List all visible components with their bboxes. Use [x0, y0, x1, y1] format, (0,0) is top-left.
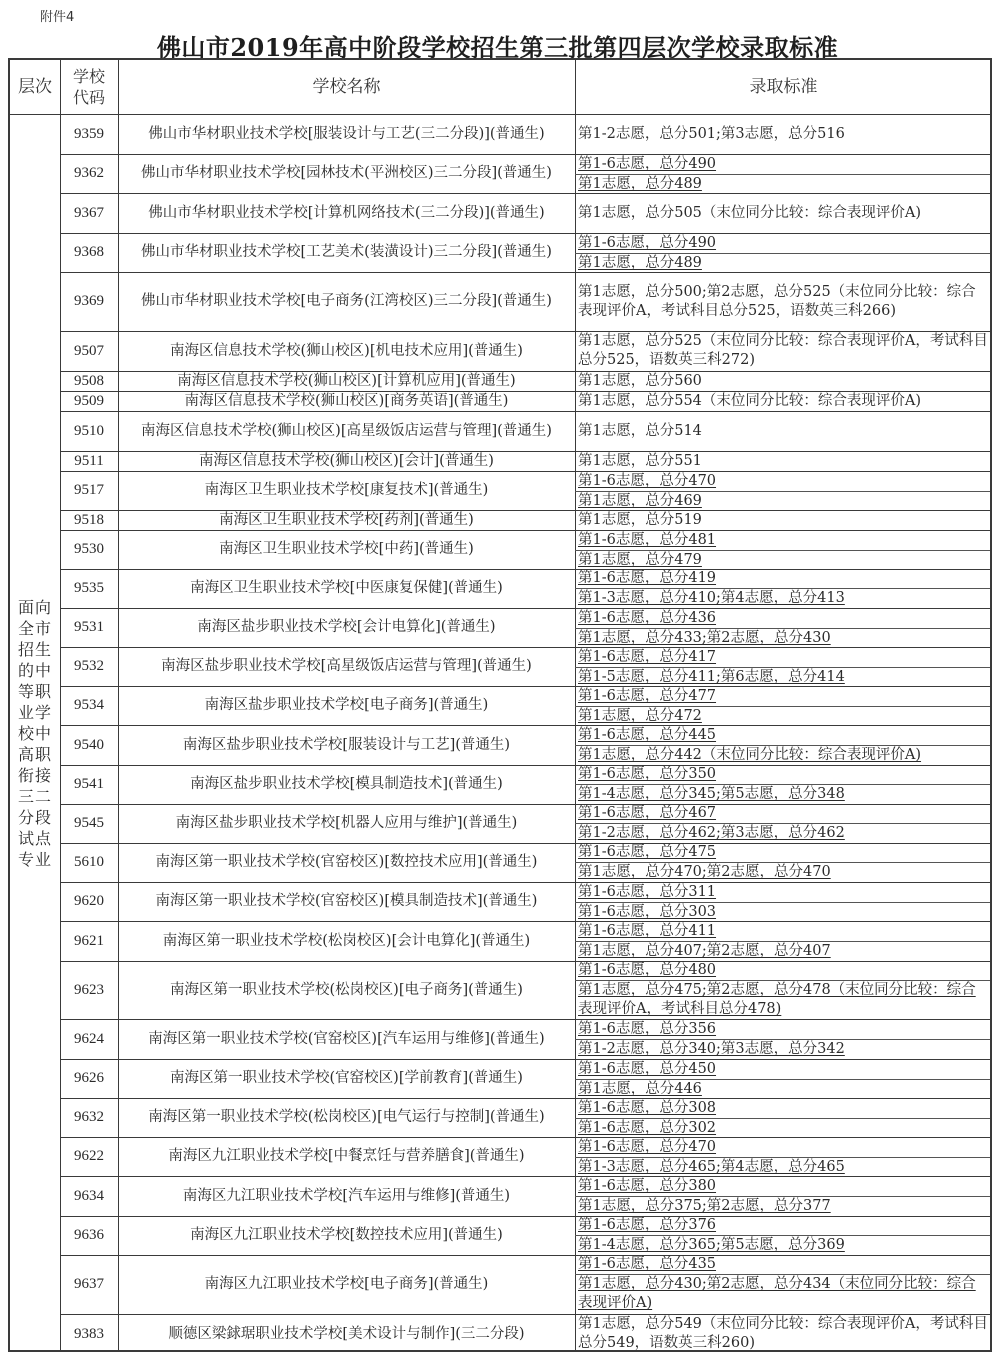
- school-name: 南海区九江职业技术学校[中餐烹饪与营养膳食](普通生): [168, 1148, 525, 1164]
- school-code: 9531: [74, 619, 104, 635]
- school-name: 南海区九江职业技术学校[汽车运用与维修](普通生): [182, 1187, 511, 1204]
- admission-standard: 第1-6志愿，总分450: [578, 1060, 717, 1077]
- school-code: 9624: [74, 1030, 104, 1047]
- school-code: 9530: [74, 541, 104, 557]
- school-name: 南海区卫生职业技术学校[药剂](普通生): [219, 511, 474, 528]
- school-code: 9368: [74, 244, 104, 260]
- admission-standard: 第1-6志愿，总分490: [578, 155, 717, 172]
- school-name: 佛山市华材职业技术学校[服装设计与工艺(三二分段)](普通生): [148, 125, 545, 142]
- school-code: 9622: [74, 1148, 104, 1164]
- sub-row-divider: [575, 1235, 990, 1236]
- admission-standard: 第1志愿，总分489: [578, 255, 702, 271]
- school-name: 南海区信息技术学校(狮山校区)[商务英语](普通生): [184, 392, 509, 409]
- admission-standard: 第1-3志愿，总分410;第4志愿，总分413: [578, 590, 845, 606]
- admission-standard: 第1-6志愿，总分302: [578, 1120, 717, 1136]
- school-name: 南海区第一职业技术学校(松岗校区)[电气运行与控制](普通生): [148, 1109, 545, 1125]
- admission-standard: 第1-6志愿，总分417: [578, 648, 717, 665]
- sub-row-divider: [575, 980, 990, 981]
- school-name: 南海区盐步职业技术学校[服装设计与工艺](普通生): [182, 736, 511, 753]
- school-name: 佛山市华材职业技术学校[工艺美术(装潢设计)三二分段](普通生): [141, 244, 552, 260]
- school-code: 9511: [74, 452, 104, 469]
- admission-standard: 第1志愿，总分500;第2志愿，总分525（末位同分比较：综合表现评价A，考试科目总分525，语数英三科266): [578, 283, 976, 319]
- school-code: 9623: [74, 981, 104, 998]
- school-code: 9540: [74, 736, 104, 753]
- admission-standard: 第1-6志愿，总分467: [578, 805, 717, 821]
- admission-standard: 第1志愿，总分433;第2志愿，总分430: [578, 630, 831, 646]
- school-name: 南海区卫生职业技术学校[中药](普通生): [219, 541, 474, 557]
- school-code: 9507: [74, 342, 104, 359]
- school-code: 9621: [74, 932, 104, 949]
- sub-row-divider: [575, 1274, 990, 1275]
- admission-standard: 第1志愿，总分442（末位同分比较：综合表现评价A): [578, 747, 922, 763]
- school-name: 南海区第一职业技术学校(官窑校区)[模具制造技术](普通生): [155, 893, 538, 909]
- school-name: 南海区信息技术学校(狮山校区)[计算机应用](普通生): [177, 372, 516, 389]
- admission-standard: 第1志愿，总分519: [578, 511, 702, 528]
- admission-standard: 第1-6志愿，总分475: [578, 844, 717, 860]
- school-name: 南海区第一职业技术学校(官窑校区)[汽车运用与维修](普通生): [148, 1030, 545, 1047]
- admission-standard: 第1-6志愿，总分303: [578, 904, 717, 920]
- admission-standard: 第1-2志愿，总分501;第3志愿，总分516: [578, 125, 845, 142]
- admission-standard: 第1-2志愿，总分462;第3志愿，总分462: [578, 825, 845, 841]
- admission-standard: 第1-6志愿，总分356: [578, 1020, 717, 1037]
- school-code: 5610: [74, 854, 104, 870]
- school-code: 9632: [74, 1109, 104, 1125]
- header-code: 学校代码: [72, 67, 105, 107]
- sub-row-divider: [575, 588, 990, 589]
- school-name: 南海区九江职业技术学校[数控技术应用](普通生): [190, 1227, 503, 1243]
- school-name: 南海区信息技术学校(狮山校区)[高星级饭店运营与管理](普通生): [141, 422, 552, 439]
- school-code: 9369: [74, 293, 104, 309]
- admission-standard: 第1-6志愿，总分480: [578, 962, 717, 978]
- school-code: 9383: [74, 1325, 104, 1342]
- sub-row-divider: [575, 784, 990, 785]
- school-name: 南海区第一职业技术学校(官窑校区)[学前教育](普通生): [170, 1070, 523, 1086]
- admission-standard: 第1志愿，总分375;第2志愿，总分377: [578, 1198, 831, 1214]
- admission-standard: 第1志愿，总分430;第2志愿，总分434（末位同分比较：综合表现评价A): [578, 1276, 976, 1311]
- admission-standard: 第1-6志愿，总分490: [578, 234, 717, 251]
- level-cell: [10, 114, 60, 1352]
- school-name: 佛山市华材职业技术学校[计算机网络技术(三二分段)](普通生): [148, 204, 545, 221]
- admission-standard: 第1志愿，总分551: [578, 452, 702, 469]
- sub-row-divider: [575, 1039, 990, 1040]
- level-text: 面向全市招生的中等职业学校中高职衔接三二分段试点专业: [17, 597, 52, 869]
- school-name: 南海区盐步职业技术学校[电子商务](普通生): [204, 697, 489, 713]
- admission-standard: 第1-6志愿，总分419: [578, 570, 717, 586]
- admission-standard: 第1志愿，总分525（末位同分比较：综合表现评价A，考试科目总分525，语数英三科272): [578, 333, 988, 368]
- school-code: 9634: [74, 1187, 104, 1204]
- admission-standard: 第1志愿，总分472: [578, 708, 702, 724]
- admission-standard: 第1志愿，总分554（末位同分比较：综合表现评价A): [578, 392, 922, 409]
- page-title: 佛山市2019年高中阶段学校招生第三批第四层次学校录取标准: [156, 33, 839, 62]
- admission-standard: 第1志愿，总分489: [578, 176, 702, 192]
- school-code: 9534: [74, 697, 104, 713]
- sub-row-divider: [575, 862, 990, 863]
- sub-row-divider: [575, 902, 990, 903]
- school-code: 9637: [74, 1276, 104, 1292]
- admission-standard: 第1志愿，总分549（末位同分比较：综合表现评价A，考试科目总分549，语数英三科260): [578, 1316, 988, 1351]
- school-name: 南海区卫生职业技术学校[康复技术](普通生): [204, 482, 489, 498]
- school-code: 9362: [74, 165, 104, 181]
- school-code: 9518: [74, 511, 104, 528]
- school-name: 南海区信息技术学校(狮山校区)[会计](普通生): [199, 452, 494, 469]
- school-name: 南海区第一职业技术学校(官窑校区)[数控技术应用](普通生): [155, 854, 538, 870]
- admission-standard: 第1志愿，总分469: [578, 493, 702, 509]
- school-name: 南海区第一职业技术学校(松岗校区)[会计电算化](普通生): [162, 932, 531, 949]
- sub-row-divider: [575, 667, 990, 668]
- admission-standard: 第1志愿，总分514: [578, 422, 702, 439]
- admission-standard: 第1-6志愿，总分376: [578, 1217, 717, 1233]
- admission-standard: 第1-6志愿，总分411: [578, 922, 717, 939]
- school-name: 南海区信息技术学校(狮山校区)[机电技术应用](普通生): [170, 342, 523, 359]
- school-code: 9545: [74, 815, 104, 831]
- admission-standard: 第1-4志愿，总分345;第5志愿，总分348: [578, 786, 845, 802]
- admission-standard: 第1-5志愿，总分411;第6志愿，总分414: [578, 669, 845, 685]
- sub-row-divider: [575, 1079, 990, 1080]
- admission-standard: 第1志愿，总分475;第2志愿，总分478（末位同分比较：综合表现评价A，考试科目总分478): [578, 982, 976, 1017]
- sub-row-divider: [575, 823, 990, 824]
- school-code: 9359: [74, 125, 104, 142]
- school-name: 佛山市华材职业技术学校[园林技术(平洲校区)三二分段](普通生): [141, 165, 552, 181]
- school-code: 9508: [74, 372, 104, 389]
- school-code: 9510: [74, 422, 104, 439]
- admission-standard: 第1-4志愿，总分365;第5志愿，总分369: [578, 1237, 845, 1253]
- admission-standard: 第1志愿，总分407;第2志愿，总分407: [578, 943, 831, 959]
- admission-standard: 第1-6志愿，总分380: [578, 1177, 717, 1194]
- admission-standard: 第1-2志愿，总分340;第3志愿，总分342: [578, 1041, 845, 1057]
- school-name: 南海区盐步职业技术学校[会计电算化](普通生): [197, 619, 496, 635]
- school-name: 南海区第一职业技术学校(松岗校区)[电子商务](普通生): [170, 981, 523, 998]
- admission-standard: 第1-6志愿，总分481: [578, 531, 717, 548]
- admission-standard: 第1-6志愿，总分470: [578, 1138, 717, 1155]
- admission-standard: 第1-6志愿，总分311: [578, 883, 717, 900]
- school-name: 南海区盐步职业技术学校[机器人应用与维护](普通生): [175, 815, 518, 831]
- school-code: 9626: [74, 1070, 104, 1086]
- school-code: 9509: [74, 392, 104, 409]
- admission-standard: 第1志愿，总分479: [578, 552, 702, 568]
- school-code: 9620: [74, 893, 104, 909]
- header-standard: 录取标准: [749, 76, 818, 97]
- sub-row-divider: [575, 174, 990, 175]
- header-level: 层次: [18, 76, 52, 97]
- school-name: 南海区盐步职业技术学校[高星级饭店运营与管理](普通生): [161, 658, 532, 674]
- school-name: 佛山市华材职业技术学校[电子商务(江湾校区)三二分段](普通生): [141, 293, 552, 309]
- school-code: 9367: [74, 204, 104, 221]
- admission-standard: 第1志愿，总分560: [578, 372, 702, 389]
- sub-row-divider: [575, 1118, 990, 1119]
- attachment-label: 附件4: [40, 10, 75, 25]
- sub-row-divider: [575, 1196, 990, 1197]
- admission-standard: 第1-6志愿，总分350: [578, 766, 717, 782]
- school-code: 9517: [74, 482, 104, 498]
- admission-standard: 第1志愿，总分505（末位同分比较：综合表现评价A): [578, 204, 922, 221]
- sub-row-divider: [575, 1157, 990, 1158]
- admission-standard: 第1志愿，总分446: [578, 1081, 702, 1097]
- admission-standard: 第1-6志愿，总分445: [578, 726, 717, 743]
- sub-row-divider: [575, 550, 990, 551]
- sub-row-divider: [575, 491, 990, 492]
- admission-standard: 第1-6志愿，总分470: [578, 472, 717, 489]
- sub-row-divider: [575, 253, 990, 254]
- school-name: 南海区九江职业技术学校[电子商务](普通生): [204, 1276, 489, 1292]
- sub-row-divider: [575, 628, 990, 629]
- admission-table: [8, 58, 992, 1352]
- sub-row-divider: [575, 706, 990, 707]
- sub-row-divider: [575, 745, 990, 746]
- admission-standard: 第1-6志愿，总分308: [578, 1099, 717, 1116]
- admission-standard: 第1志愿，总分470;第2志愿，总分470: [578, 864, 831, 880]
- school-code: 9636: [74, 1227, 104, 1243]
- header-name: 学校名称: [312, 76, 381, 97]
- school-name: 南海区卫生职业技术学校[中医康复保健](普通生): [190, 580, 503, 596]
- school-name: 南海区盐步职业技术学校[模具制造技术](普通生): [190, 776, 503, 792]
- school-code: 9541: [74, 776, 104, 792]
- admission-standard: 第1-3志愿，总分465;第4志愿，总分465: [578, 1159, 845, 1175]
- school-code: 9532: [74, 658, 104, 674]
- admission-standard: 第1-6志愿，总分435: [578, 1256, 717, 1272]
- admission-standard: 第1-6志愿，总分436: [578, 609, 717, 626]
- school-code: 9535: [74, 580, 104, 596]
- admission-standard: 第1-6志愿，总分477: [578, 687, 717, 704]
- school-name: 顺德区梁銶琚职业技术学校[美术设计与制作](三二分段): [168, 1325, 525, 1342]
- sub-row-divider: [575, 941, 990, 942]
